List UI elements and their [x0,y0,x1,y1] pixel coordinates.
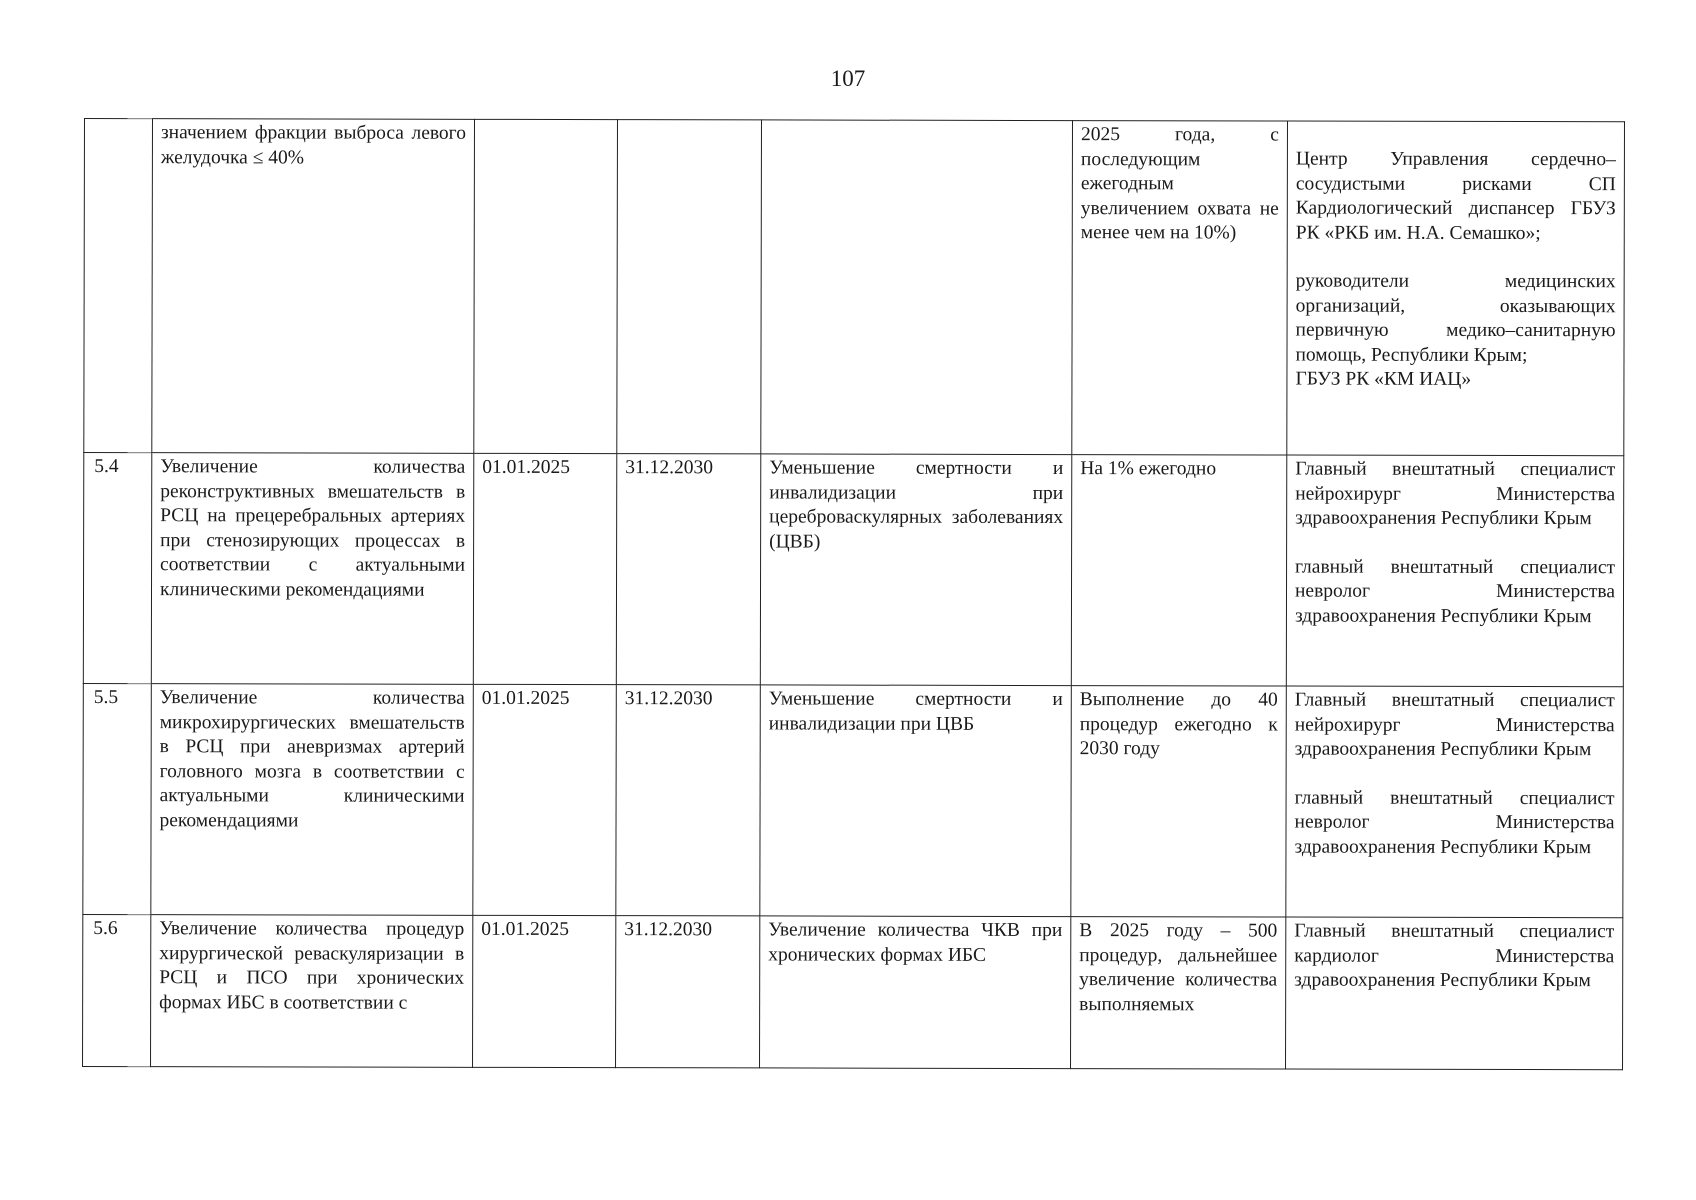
start-date-cell: 01.01.2025 [473,915,616,1067]
page-number: 107 [830,66,866,91]
responsible-paragraph: Главный внештатный специалист нейрохирург Министерства здравоохранения Республики Крым [1294,689,1615,761]
task-text: значением фракции выброса левого желудочка ≤ 40% [160,122,466,168]
responsible-paragraph: Главный внештатный специалист нейрохирург Министерства здравоохранения Республики Крым [1295,458,1616,530]
row-number [84,119,153,453]
task-text: Увеличение количества процедур хирургической реваскуляризации в РСЦ и ПСО при хронических формах ИБС в соответствии с [159,918,465,1014]
result-cell [760,916,1071,1069]
responsible-cell [1286,455,1623,687]
result-cell [760,685,1071,917]
task-cell [151,453,473,685]
start-date-cell: 01.01.2025 [473,453,616,684]
responsible-paragraph: ГБУЗ РК «КМ ИАЦ» [1295,368,1472,390]
result-cell [761,120,1073,455]
end-date-cell [617,120,762,454]
indicator-text: На 1% ежегодно [1080,458,1217,480]
end-date-cell: 31.12.2030 [616,454,760,685]
responsible-cell [1286,686,1623,918]
responsible-cell [1287,121,1625,456]
responsible-paragraph: главный внештатный специалист невролог Министерства здравоохранения Республики Крым [1294,787,1615,858]
task-text: Увеличение количества микрохирургических вмешательств в РСЦ при аневризмах артерий головного мозга в соответствии с актуальными клиническими рекомендациями [159,687,465,831]
indicator-cell [1071,917,1286,1069]
responsible-paragraph: Главный внештатный специалист кардиолог Министерства здравоохранения Республики Крым [1294,920,1615,992]
measures-table [82,118,1625,1070]
table-row [83,683,1623,917]
end-date-cell: 31.12.2030 [616,916,760,1068]
responsible-cell [1286,917,1623,1070]
table-row [83,453,1623,687]
task-cell [151,915,473,1068]
indicator-cell [1072,121,1288,455]
result-cell [760,454,1071,686]
task-cell [151,684,473,916]
result-text: Увеличение количества ЧКВ при хронических формах ИБС [768,919,1063,966]
result-text: Уменьшение смертности и инвалидизации при ЦВБ [768,688,1063,735]
result-text: Уменьшение смертности и инвалидизации при цереброваскулярных заболеваниях (ЦВБ) [769,457,1064,553]
end-date-cell: 31.12.2030 [616,685,760,916]
start-date-cell: 01.01.2025 [473,684,616,915]
indicator-cell [1071,455,1286,686]
table-row [83,914,1623,1069]
row-number: 5.4 [83,453,151,684]
row-number: 5.6 [83,914,151,1066]
indicator-text: Выполнение до 40 процедур ежегодно к 2030 году [1079,689,1278,760]
indicator-text: В 2025 году – 500 процедур, дальнейшее увеличение количества выполняемых [1079,920,1278,1015]
indicator-cell [1071,686,1286,917]
responsible-paragraph: руководители медицинских организаций, оказывающих первичную медико–санитарную помощь, Республики Крым; [1295,270,1616,366]
task-cell [152,119,475,454]
row-number: 5.5 [83,683,151,914]
table-row [84,119,1625,456]
indicator-text: 2025 года, с последующим ежегодным увеличением охвата не менее чем на 10%) [1080,124,1279,244]
start-date-cell [474,119,618,453]
task-text: Увеличение количества реконструктивных вмешательств в РСЦ на прецеребральных артериях при стенозирующих процессах в соответствии с актуальными клиническими рекомендациями [159,456,466,601]
responsible-paragraph: главный внештатный специалист невролог Министерства здравоохранения Республики Крым [1294,556,1616,627]
responsible-paragraph: Центр Управления сердечно–сосудистыми рисками СП Кардиологический диспансер ГБУЗ РК «РКБ им. Н.А. Семашко»; [1295,148,1616,244]
